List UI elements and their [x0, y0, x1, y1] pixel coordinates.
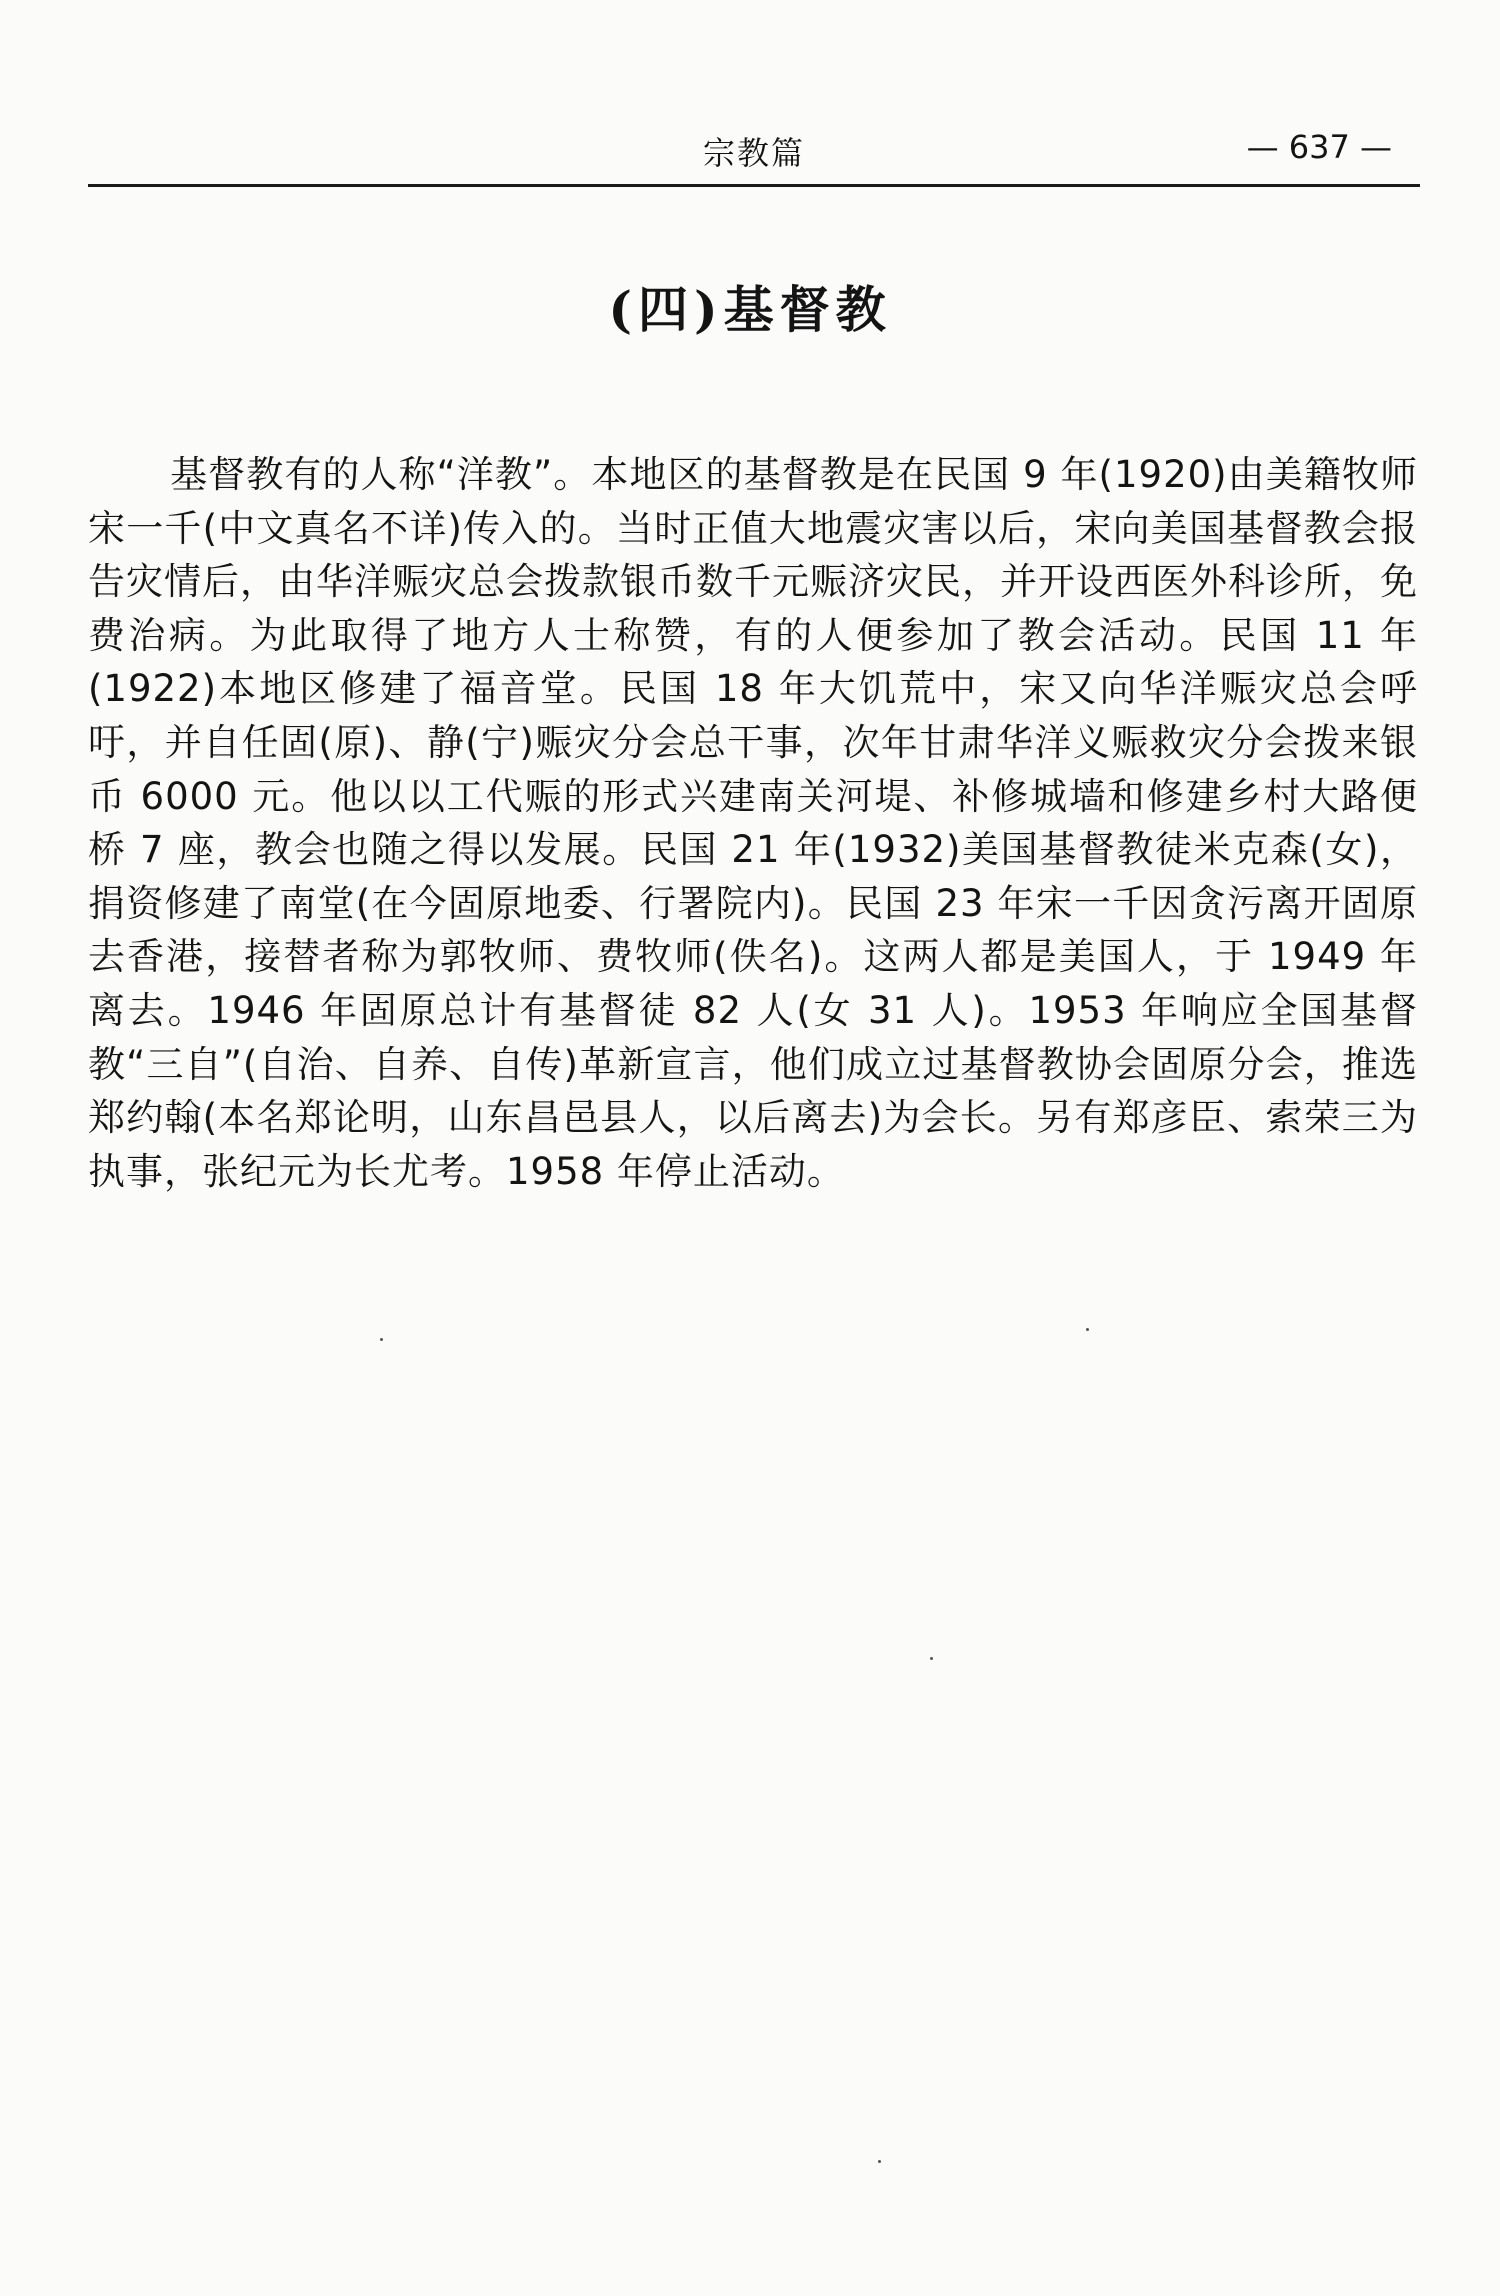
- page-number: — 637 —: [1246, 128, 1392, 166]
- section-title: (四)基督教: [608, 280, 892, 339]
- scan-speck: [1086, 1328, 1089, 1331]
- body-paragraph: [88, 448, 1418, 1198]
- body-paragraph-text: 基督教有的人称“洋教”。本地区的基督教是在民国 9 年(1920)由美籍牧师宋一千(中文真名不详)传入的。当时正值大地震灾害以后，宋向美国基督教会报告灾情后，由华洋赈灾总会拨款银币数千元赈济灾民，并开设西医外科诊所，免费治病。为此取得了地方人士称赞，有的人便参加了教会活动。民国 11 年(1922)本地区修建了福音堂。民国 18 年大饥荒中，宋又向华洋赈灾总会呼吁，并自任固(原)、静(宁)赈灾分会总干事，次年甘肃华洋义赈救灾分会拨来银币 6000 元。他以以工代赈的形式兴建南关河堤、补修城墙和修建乡村大路便桥 7 座，教会也随之得以发展。民国 21 年(1932)美国基督教徒米克森(女)，捐资修建了南堂(在今固原地委、行署院内)。民国 23 年宋一千因贪污离开固原去香港，接替者称为郭牧师、费牧师(佚名)。这两人都是美国人，于 1949 年离去。1946 年固原总计有基督徒 82 人(女 31 人)。1953 年响应全国基督教“三自”(自治、自养、自传)革新宣言，他们成立过基督教协会固原分会，推选郑约翰(本名郑论明，山东昌邑县人，以后离去)为会长。另有郑彦臣、索荣三为执事，张纪元为长尤考。1958 年停止活动。: [88, 453, 1418, 1193]
- scan-speck: [878, 2160, 881, 2163]
- scan-speck: [930, 1657, 933, 1660]
- page-header: [88, 120, 1420, 187]
- running-header-section: 宗教篇: [702, 134, 805, 172]
- scan-speck: [380, 1338, 383, 1341]
